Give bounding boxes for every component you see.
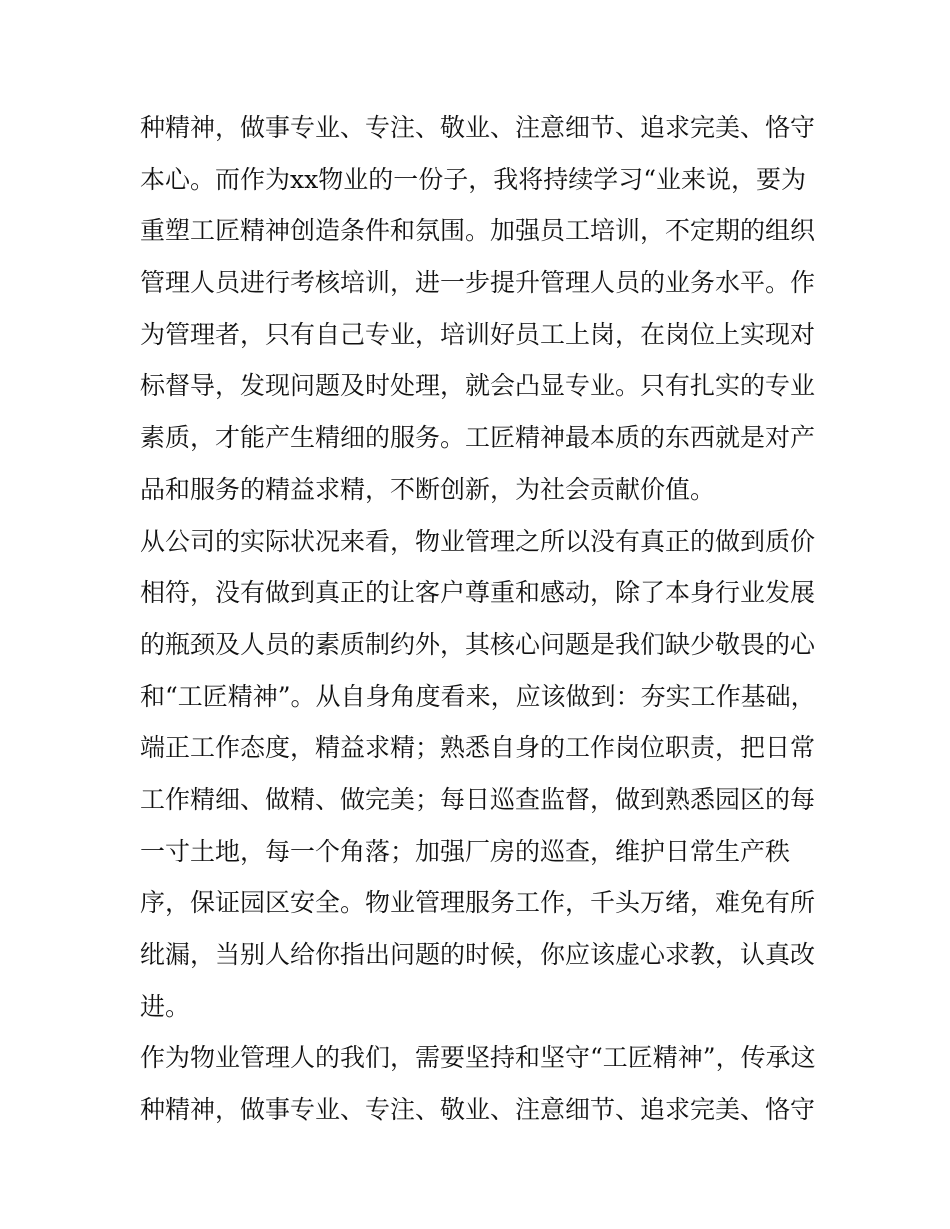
text-line: 作为物业管理人的我们，需要坚持和坚守“工匠精神”，传承这	[140, 1043, 816, 1073]
text-line: 品和服务的精益求精，不断创新，为社会贡献价值。	[140, 474, 716, 504]
text-line: 和“工匠精神”。从自身角度看来，应该做到：夯实工作基础，	[140, 681, 816, 711]
text-line: 种精神，做事专业、专注、敬业、注意细节、追求完美、恪守	[140, 113, 816, 142]
text-line: 管理人员进行考核培训，进一步提升管理人员的业务水平。作	[140, 268, 816, 298]
text-line: 为管理者，只有自己专业，培训好员工上岗，在岗位上实现对	[140, 319, 816, 349]
text-line: 工作精细、做精、做完美；每日巡查监督，做到熟悉园区的每	[140, 784, 816, 814]
text-line: 标督导，发现问题及时处理，就会凸显专业。只有扎实的专业	[140, 371, 816, 401]
text-line: 端正工作态度，精益求精；熟悉自身的工作岗位职责，把日常	[140, 733, 816, 763]
text-line: 本心。而作为xx物业的一份子，我将持续学习“业来说，要为	[140, 164, 806, 194]
text-line: 的瓶颈及人员的素质制约外，其核心问题是我们缺少敬畏的心	[140, 629, 816, 659]
text-line: 序，保证园区安全。物业管理服务工作，千头万绪，难免有所	[140, 888, 816, 918]
text-line: 相符，没有做到真正的让客户尊重和感动，除了本身行业发展	[140, 578, 816, 608]
text-line: 从公司的实际状况来看，物业管理之所以没有真正的做到质价	[140, 526, 816, 556]
body-text	[140, 102, 820, 1136]
text-line: 纰漏，当别人给你指出问题的时候，你应该虚心求教，认真改	[140, 940, 816, 969]
text-line: 素质，才能产生精细的服务。工匠精神最本质的东西就是对产	[140, 423, 816, 453]
text-line: 一寸土地，每一个角落；加强厂房的巡查，维护日常生产秩	[140, 836, 791, 866]
text-line: 进。	[140, 991, 191, 1021]
text-line: 重塑工匠精神创造条件和氛围。加强员工培训，不定期的组织	[140, 216, 816, 246]
text-line: 种精神，做事专业、专注、敬业、注意细节、追求完美、恪守	[140, 1095, 816, 1125]
